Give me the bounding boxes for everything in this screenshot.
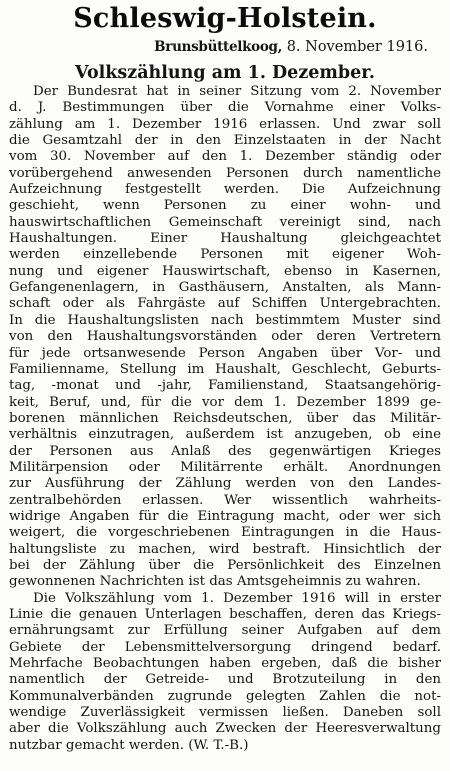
paragraph-1 <box>9 84 441 591</box>
text-line: zählung am 1. Dezember 1916 erlassen. Und zwar soll <box>9 116 441 132</box>
text-line: tag, -monat und -jahr, Familienstand, Staatsangehörig- <box>9 378 441 394</box>
text-line: der Personen aus Anlaß des gegenwärtigen Krieges <box>9 443 441 459</box>
text-line: zur Ausführung der Zählung werden von den Landes- <box>9 476 441 492</box>
text-line: aber die Volkszählung auch Zwecken der Heeresverwaltung <box>9 721 441 737</box>
text-line: bei der Zählung über die Persönlichkeit des Einzelnen <box>9 557 441 573</box>
text-line: die Gesamtzahl der in den Einzelstaaten in der Nacht <box>9 133 441 149</box>
text-line: Militärpension oder Militärrente erhält. Anordnungen <box>9 459 441 475</box>
text-line: zentralbehörden erlassen. Wer wissentlich wahrheits- <box>9 492 441 508</box>
dateline-place: Brunsbüttelkoog, <box>154 39 283 55</box>
text-line: schaft oder als Fahrgäste auf Schiffen Untergebrachten. <box>9 296 441 312</box>
text-line: d. J. Bestimmungen über die Vornahme einer Volks- <box>9 100 441 116</box>
text-line: hauswirtschaftlichen Gemeinschaft vereinigt sind, nach <box>9 214 441 230</box>
text-line: vom 30. November auf den 1. Dezember ständig oder <box>9 149 441 165</box>
text-line: geschieht, wenn Personen zu einer wohn- und <box>9 198 441 214</box>
text-line: Familienname, Stellung im Haushalt, Geschlecht, Geburts- <box>9 361 441 377</box>
text-line: In die Haushaltungslisten nach bestimmtem Muster sind <box>9 312 441 328</box>
text-line: wendige Zuverlässigkeit vermissen ließen. Daneben soll <box>9 705 441 721</box>
text-line: Gefangenenlagern, in Gasthäusern, Anstalten, als Mann- <box>9 280 441 296</box>
text-line: Gebiete der Lebensmittelversorgung dringend bedarf. <box>9 639 441 655</box>
text-line: borenen männlichen Reichsdeutschen, über das Militär- <box>9 410 441 426</box>
dateline <box>154 38 428 56</box>
text-line: haltungsliste zu machen, wird bestraft. Hinsichtlich der <box>9 541 441 557</box>
text-line: widrige Angaben für die Eintragung macht, oder wer sich <box>9 508 441 524</box>
text-line: Kommunalverbänden zugrunde gelegten Zahlen die not- <box>9 688 441 704</box>
text-line: werden einzellebende Personen mit eigener Woh- <box>9 247 441 263</box>
text-line: keit, Beruf, und, für die vor dem 1. Dezember 1899 ge- <box>9 394 441 410</box>
paragraph-2 <box>9 591 441 754</box>
text-line: verhältnis einzutragen, außerdem ist anzugeben, ob eine <box>9 427 441 443</box>
text-line: ernährungsamt zur Erfüllung seiner Aufgaben auf dem <box>9 623 441 639</box>
text-line: Aufzeichnung festgestellt werden. Die Aufzeichnung <box>9 182 441 198</box>
text-line: Mehrfache Beobachtungen haben ergeben, daß die bisher <box>9 656 441 672</box>
text-line: Die Volkszählung vom 1. Dezember 1916 will in erster <box>33 590 441 606</box>
dateline-date: 8. November 1916. <box>286 39 428 55</box>
text-line: vorübergehend anwesenden Personen durch namentliche <box>9 165 441 181</box>
text-line: Der Bundesrat hat in seiner Sitzung vom 2. November <box>33 84 441 99</box>
text-line: Linie die genauen Unterlagen beschaffen, deren das Kriegs- <box>9 607 441 622</box>
text-line: namentlich der Getreide- und Brotzuteilung in den <box>9 672 441 688</box>
article-headline: Volkszählung am 1. Dezember. <box>75 63 375 83</box>
text-line: von den Haushaltungsvorständen oder deren Vertretern <box>9 329 441 345</box>
section-masthead: Schleswig-Holstein. <box>73 3 377 34</box>
text-line: nung und eigener Hauswirtschaft, ebenso in Kasernen, <box>9 263 441 279</box>
article-body <box>9 84 441 754</box>
text-line: nutzbar gemacht werden. (W. T.-B.) <box>9 737 249 753</box>
text-line: gewonnenen Nachrichten ist das Amtsgeheimnis zu wahren. <box>9 574 421 590</box>
text-line: für jede ortsanwesende Person Angaben über Vor- und <box>9 345 441 361</box>
text-line: weigert, die vorgeschriebenen Eintragungen in die Haus- <box>9 525 441 541</box>
text-line: Haushaltungen. Einer Haushaltung gleichgeachtet <box>9 231 441 247</box>
